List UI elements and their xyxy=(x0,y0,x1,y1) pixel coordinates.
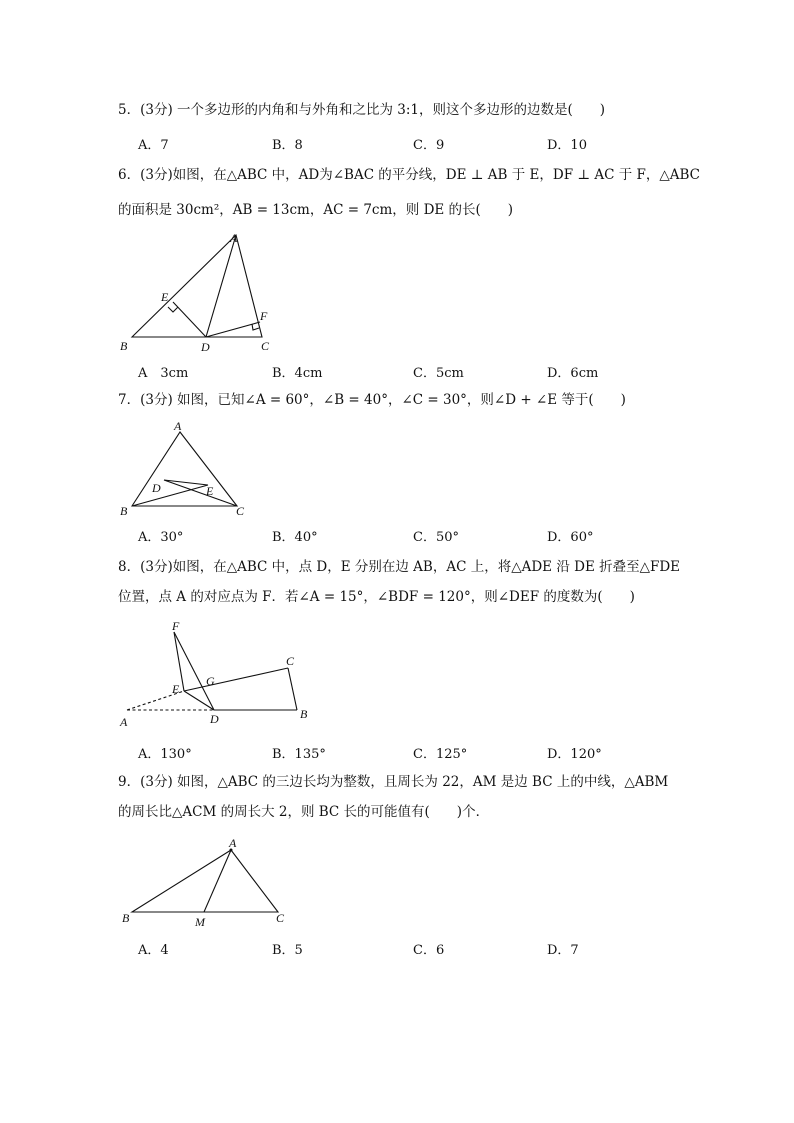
q7-option-a[interactable]: A．30° xyxy=(138,530,184,545)
question-9-line-1: 9．(3分) 如图，△ABC 的三边长均为整数，且周长为 22，AM 是边 BC 上的中线，△ABM xyxy=(118,774,669,790)
label-f: F xyxy=(260,309,268,323)
segment-c-e xyxy=(184,668,288,691)
q8-option-a[interactable]: A．130° xyxy=(138,747,192,762)
q6-triangle-figure xyxy=(115,230,280,355)
label-g: G xyxy=(206,674,215,688)
label-a: A xyxy=(230,231,238,245)
question-7-text: 7．(3分) 如图，已知∠A = 60°，∠B = 40°，∠C = 30°，则∠D + ∠E 等于( ) xyxy=(118,392,626,408)
median-am xyxy=(204,850,231,912)
triangle-abc xyxy=(132,235,262,337)
q7-triangle-figure xyxy=(115,418,255,520)
label-a: A xyxy=(229,836,237,850)
label-e: E xyxy=(161,290,169,304)
q9-option-b[interactable]: B．5 xyxy=(272,943,303,958)
label-m: M xyxy=(195,915,205,929)
q5-option-d[interactable]: D．10 xyxy=(547,138,587,153)
label-b: B xyxy=(300,707,308,721)
label-e: E xyxy=(172,682,180,696)
triangle-abc xyxy=(132,850,278,912)
q7-option-b[interactable]: B．40° xyxy=(272,530,318,545)
label-e: E xyxy=(206,484,214,498)
question-8-line-2: 位置，点 A 的对应点为 F．若∠A = 15°，∠BDF = 120°，则∠DEF 的度数为( ) xyxy=(118,589,635,605)
label-c: C xyxy=(276,911,285,925)
label-c: C xyxy=(286,654,295,668)
q9-option-a[interactable]: A．4 xyxy=(138,943,169,958)
triangle-abc xyxy=(132,432,237,506)
q7-option-d[interactable]: D．60° xyxy=(547,530,594,545)
label-b: B xyxy=(122,911,130,925)
q6-option-d[interactable]: D．6cm xyxy=(547,366,599,381)
label-a: A xyxy=(174,419,182,433)
q8-option-d[interactable]: D．120° xyxy=(547,747,602,762)
q8-option-b[interactable]: B．135° xyxy=(272,747,326,762)
question-6-line-2: 的面积是 30cm²，AB = 13cm，AC = 7cm，则 DE 的长( ) xyxy=(118,202,514,218)
label-a: A xyxy=(120,715,128,729)
question-6-line-1: 6．(3分)如图，在△ABC 中，AD为∠BAC 的平分线，DE ⊥ AB 于 E，DF ⊥ AC 于 F，△ABC xyxy=(118,167,701,183)
right-angle-mark-e xyxy=(168,307,178,312)
q5-option-a[interactable]: A．7 xyxy=(138,138,169,153)
label-d: D xyxy=(152,481,161,495)
q6-option-c[interactable]: C．5cm xyxy=(413,366,464,381)
right-angle-mark-f xyxy=(252,324,259,330)
label-b: B xyxy=(120,339,128,353)
label-b: B xyxy=(120,504,128,518)
label-d: D xyxy=(201,340,210,354)
q6-option-a[interactable]: A 3cm xyxy=(138,366,189,381)
question-5-text: 5．(3分) 一个多边形的内角和与外角和之比为 3:1，则这个多边形的边数是( ) xyxy=(118,102,606,118)
label-c: C xyxy=(236,504,245,518)
segment-b-c xyxy=(288,668,297,710)
q8-option-c[interactable]: C．125° xyxy=(413,747,468,762)
segment-f-d xyxy=(174,632,214,710)
q7-option-c[interactable]: C．50° xyxy=(413,530,459,545)
label-d: D xyxy=(210,712,219,726)
question-8-line-1: 8．(3分)如图，在△ABC 中，点 D，E 分别在边 AB，AC 上，将△ADE 沿 DE 折叠至△FDE xyxy=(118,559,681,575)
q9-option-d[interactable]: D．7 xyxy=(547,943,579,958)
q5-option-c[interactable]: C．9 xyxy=(413,138,445,153)
q9-option-c[interactable]: C．6 xyxy=(413,943,445,958)
q6-option-b[interactable]: B．4cm xyxy=(272,366,323,381)
label-f: F xyxy=(172,619,180,633)
q9-triangle-figure xyxy=(115,833,295,933)
q8-fold-figure xyxy=(115,615,330,730)
question-9-line-2: 的周长比△ACM 的周长大 2，则 BC 长的可能值有( )个． xyxy=(118,804,490,820)
label-c: C xyxy=(261,339,270,353)
q5-option-b[interactable]: B．8 xyxy=(272,138,303,153)
